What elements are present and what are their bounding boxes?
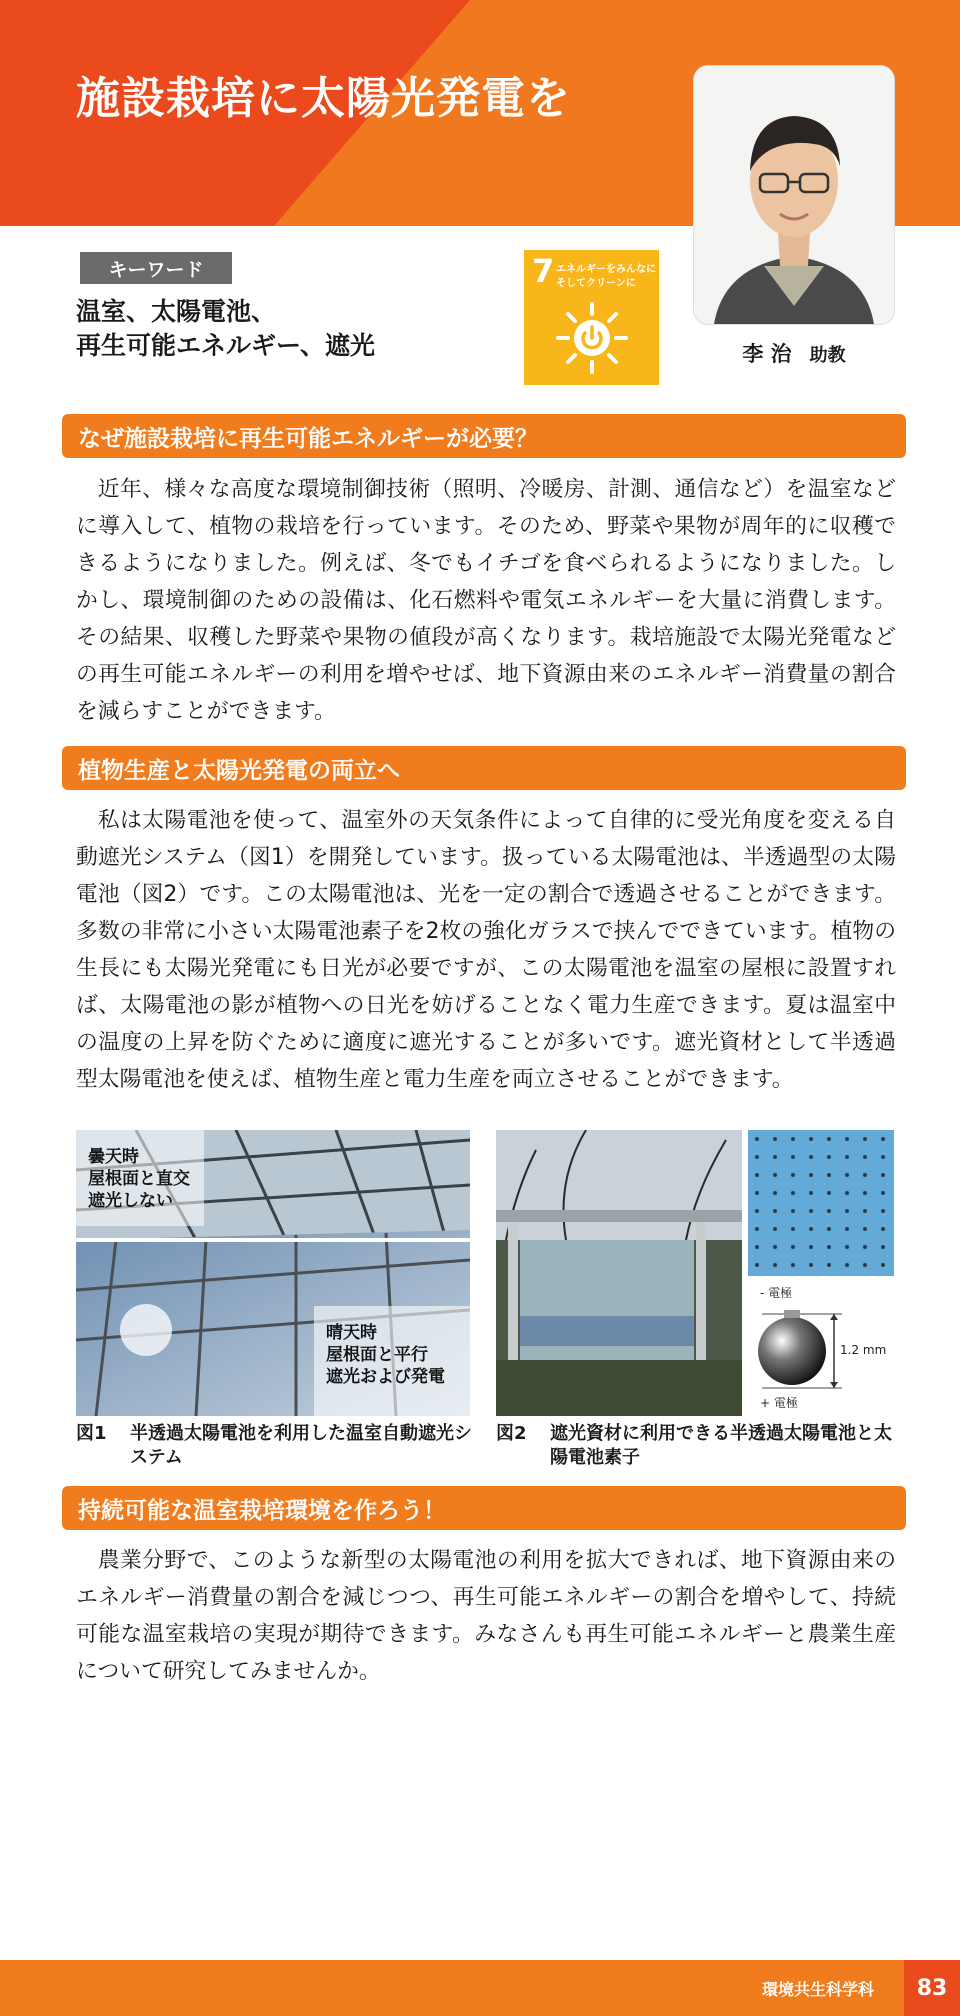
department-name: 環境共生科学科 [761,1979,874,1999]
sdg7-badge [524,250,659,385]
figure1-image [76,1130,470,1416]
cell-diagram [748,1280,894,1416]
minus-electrode-label: - 電極 [760,1286,793,1300]
page-title: 施設栽培に太陽光発電を [76,73,571,124]
name-text: 李 治 [742,342,792,366]
researcher-name [694,338,894,368]
sdg-text-line1: エネルギーをみんなに [556,264,656,275]
keyword-line-1: 温室、太陽電池、 [76,297,277,326]
footer-band [0,1960,960,2016]
keyword-tag: キーワード [80,252,232,284]
cell-grid-icon [748,1130,894,1276]
figure2-caption [496,1422,896,1474]
solar-panel-photo-icon [496,1130,742,1416]
figure1-label: 図1 [76,1423,107,1444]
cloudy-label-2: 屋根面と直交 [88,1169,190,1189]
keyword-line-2: 再生可能エネルギー、遮光 [76,331,376,360]
figure2-label: 図2 [496,1423,527,1444]
figure1-caption [76,1422,476,1474]
figure1-caption-text: 半透過太陽電池を利用した温室自動遮光システム [130,1423,472,1468]
plus-electrode-label: + 電極 [760,1396,798,1410]
figure2-photo [496,1130,742,1416]
cloudy-label-3: 遮光しない [88,1191,173,1211]
sunny-label-2: 屋根面と平行 [326,1345,428,1365]
section-heading-3: 持続可能な温室栽培環境を作ろう！ [62,1486,906,1530]
page-number: 83 [904,1960,960,2016]
section-heading-2: 植物生産と太陽光発電の両立へ [62,746,906,790]
profile-photo [694,66,894,324]
sdg-text-line2: そしてクリーンに [556,278,636,289]
diameter-label: 1.2 mm [840,1343,887,1357]
sun-power-icon [554,300,630,376]
section-body-2: 私は太陽電池を使って、温室外の天気条件によって自律的に受光角度を変える自動遮光システム（図1）を開発しています。扱っている太陽電池は、半透過型の太陽電池（図2）です。この太陽電池は、光を一定の割合で透過させることができます。多数の非常に小さい太陽電池素子を2枚の強化ガラスで挟んでできています。植物の生長にも太陽光発電にも日光が必要ですが、この太陽電池を温室の屋根に設置すれば、太陽電池の影が植物への日光を妨げることなく電力生産できます。夏は温室中の温度の上昇を防ぐために適度に遮光することが多いです。遮光資材として半透過型太陽電池を使えば、植物生産と電力生産を両立させることができます。 [76,808,896,1092]
position-text: 助教 [809,345,846,366]
cloudy-label-1: 曇天時 [88,1147,139,1167]
cell-closeup-image [748,1130,894,1276]
section-body-1: 近年、様々な高度な環境制御技術（照明、冷暖房、計測、通信など）を温室などに導入して、植物の栽培を行っています。そのため、野菜や果物が周年的に収穫できるようになりました。例えば、冬でもイチゴを食べられるようになりました。しかし、環境制御のための設備は、化石燃料や電気エネルギーを大量に消費します。その結果、収穫した野菜や果物の値段が高くなります。栽培施設で太陽光発電などの再生可能エネルギーの利用を増やせば、地下資源由来のエネルギー消費量の割合を減らすことができます。 [76,477,896,724]
sdg-number: 7 [532,252,555,290]
figure2-caption-text: 遮光資材に利用できる半透過太陽電池と太陽電池素子 [550,1423,892,1468]
section-body-3: 農業分野で、このような新型の太陽電池の利用を拡大できれば、地下資源由来のエネルギー消費量の割合を減じつつ、再生可能エネルギーの割合を増やして、持続可能な温室栽培の実現が期待できます。みなさんも再生可能エネルギーと農業生産について研究してみませんか。 [76,1548,896,1684]
section-heading-1: なぜ施設栽培に再生可能エネルギーが必要？ [62,414,906,458]
sunny-label-3: 遮光および発電 [326,1367,445,1387]
sunny-label-1: 晴天時 [326,1323,377,1343]
person-portrait-icon [694,66,894,324]
